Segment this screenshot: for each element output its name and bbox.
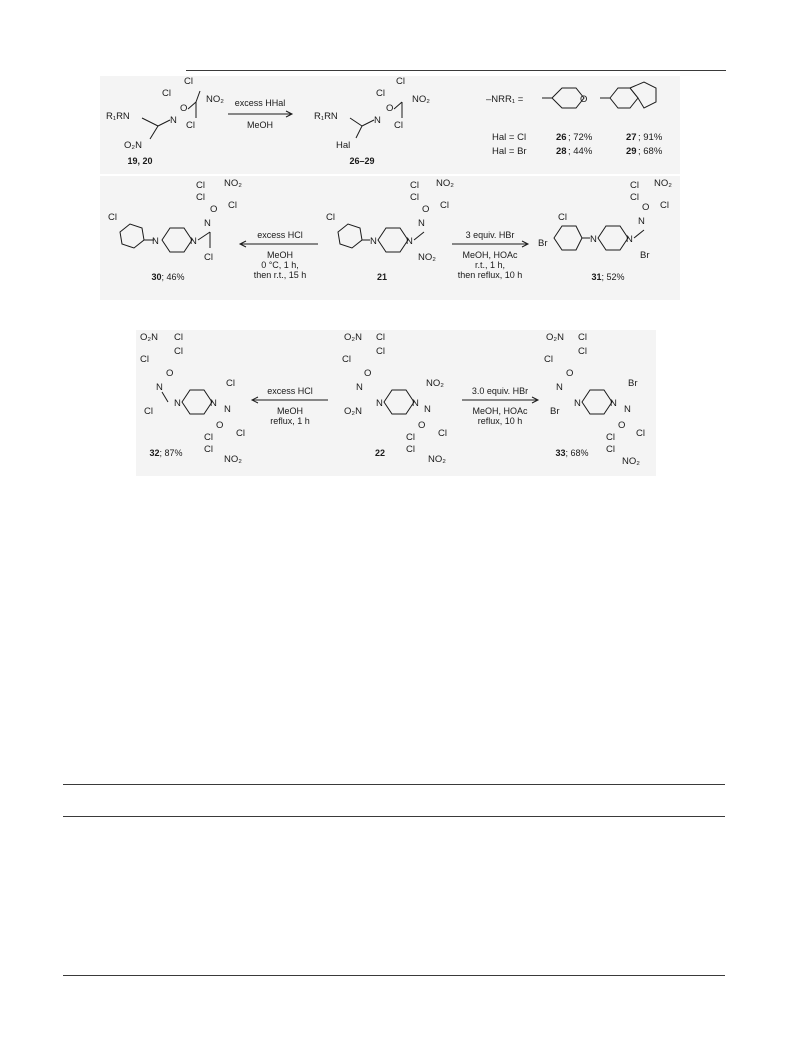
svg-text:3.0 equiv. HBr: 3.0 equiv. HBr bbox=[471, 386, 529, 396]
svg-text:28: 28 bbox=[556, 146, 567, 157]
nrr-definitions bbox=[486, 82, 663, 157]
svg-text:Cl: Cl bbox=[660, 200, 669, 211]
svg-text:excess HHal: excess HHal bbox=[234, 98, 286, 108]
svg-text:then reflux, 10 h: then reflux, 10 h bbox=[457, 270, 523, 280]
svg-text:N: N bbox=[424, 404, 431, 415]
o2n-label: O₂N bbox=[124, 140, 142, 151]
svg-text:O: O bbox=[618, 420, 626, 431]
svg-text:O₂N: O₂N bbox=[344, 332, 362, 343]
svg-text:33; 68%: 33; 68% bbox=[555, 448, 589, 458]
svg-text:Cl: Cl bbox=[406, 444, 415, 455]
compound-26-29 bbox=[314, 76, 430, 166]
svg-text:NO₂: NO₂ bbox=[206, 94, 224, 105]
scheme-panel-3 bbox=[136, 330, 656, 476]
compound-32 bbox=[140, 332, 245, 465]
svg-text:O₂N: O₂N bbox=[140, 332, 158, 343]
svg-text:Cl: Cl bbox=[236, 428, 245, 439]
svg-text:Cl: Cl bbox=[196, 192, 205, 203]
svg-text:Cl: Cl bbox=[174, 346, 183, 357]
svg-text:N: N bbox=[556, 382, 563, 393]
svg-text:MeOH, HOAc: MeOH, HOAc bbox=[462, 250, 518, 260]
svg-text:Cl: Cl bbox=[186, 120, 195, 131]
svg-text:r.t., 1 h,: r.t., 1 h, bbox=[474, 260, 506, 270]
svg-text:Br: Br bbox=[628, 378, 638, 389]
svg-text:Br: Br bbox=[538, 238, 548, 249]
svg-text:Cl: Cl bbox=[578, 346, 587, 357]
svg-text:reflux, 10 h: reflux, 10 h bbox=[477, 416, 523, 426]
svg-text:Cl: Cl bbox=[228, 200, 237, 211]
svg-text:32; 87%: 32; 87% bbox=[149, 448, 183, 458]
svg-text:NO₂: NO₂ bbox=[412, 94, 430, 105]
svg-text:Br: Br bbox=[550, 406, 560, 417]
svg-text:NO₂: NO₂ bbox=[428, 454, 446, 465]
svg-text:Cl: Cl bbox=[376, 332, 385, 343]
svg-text:then r.t., 15 h: then r.t., 15 h bbox=[253, 270, 307, 280]
compound-31 bbox=[538, 178, 672, 282]
svg-text:; 91%: ; 91% bbox=[638, 132, 663, 143]
svg-text:O₂N: O₂N bbox=[344, 406, 362, 417]
svg-text:Cl: Cl bbox=[162, 88, 171, 99]
svg-text:22: 22 bbox=[374, 448, 386, 458]
svg-text:O: O bbox=[364, 368, 372, 379]
svg-text:Cl: Cl bbox=[204, 252, 213, 263]
svg-text:excess HCl: excess HCl bbox=[257, 230, 303, 240]
arrow-reaction-2-right bbox=[452, 230, 528, 280]
svg-text:O: O bbox=[418, 420, 426, 431]
svg-text:27: 27 bbox=[626, 132, 637, 143]
svg-text:MeOH: MeOH bbox=[246, 120, 274, 130]
svg-text:; 72%: ; 72% bbox=[568, 132, 593, 143]
svg-text:reflux, 1 h: reflux, 1 h bbox=[270, 416, 310, 426]
svg-text:Cl: Cl bbox=[196, 180, 205, 191]
svg-text:Cl: Cl bbox=[636, 428, 645, 439]
svg-text:Cl: Cl bbox=[606, 432, 615, 443]
arrow-reaction-1 bbox=[228, 98, 292, 130]
svg-text:N: N bbox=[204, 218, 211, 229]
svg-text:Cl: Cl bbox=[144, 406, 153, 417]
svg-text:N: N bbox=[356, 382, 363, 393]
svg-text:Cl: Cl bbox=[558, 212, 567, 223]
svg-text:O: O bbox=[580, 94, 588, 105]
svg-text:Cl: Cl bbox=[630, 192, 639, 203]
svg-text:O: O bbox=[422, 204, 430, 215]
svg-text:Cl: Cl bbox=[578, 332, 587, 343]
svg-text:N: N bbox=[174, 398, 181, 409]
svg-text:0 °C, 1 h,: 0 °C, 1 h, bbox=[261, 260, 299, 270]
svg-text:R₁RN: R₁RN bbox=[314, 111, 338, 122]
label-19-20: 19, 20 bbox=[127, 156, 153, 166]
svg-text:; 68%: ; 68% bbox=[638, 146, 663, 157]
svg-text:Cl: Cl bbox=[342, 354, 351, 365]
svg-text:MeOH: MeOH bbox=[276, 406, 304, 416]
svg-text:30; 46%: 30; 46% bbox=[151, 272, 185, 282]
svg-text:–NRR₁ =: –NRR₁ = bbox=[486, 94, 524, 105]
svg-text:N: N bbox=[224, 404, 231, 415]
svg-text:26: 26 bbox=[556, 132, 567, 143]
svg-text:Cl: Cl bbox=[394, 120, 403, 131]
svg-text:Cl: Cl bbox=[108, 212, 117, 223]
scheme-panel-1 bbox=[100, 76, 680, 174]
svg-text:Cl: Cl bbox=[326, 212, 335, 223]
svg-text:NO₂: NO₂ bbox=[622, 456, 640, 467]
svg-text:Hal = Br: Hal = Br bbox=[492, 146, 527, 157]
svg-text:Cl: Cl bbox=[410, 180, 419, 191]
svg-text:29: 29 bbox=[626, 146, 637, 157]
svg-text:O: O bbox=[642, 202, 650, 213]
svg-text:excess HCl: excess HCl bbox=[267, 386, 313, 396]
svg-text:Cl: Cl bbox=[438, 428, 447, 439]
svg-text:NO₂: NO₂ bbox=[654, 178, 672, 189]
svg-text:Cl: Cl bbox=[410, 192, 419, 203]
svg-text:N: N bbox=[412, 398, 419, 409]
svg-text:N: N bbox=[156, 382, 163, 393]
svg-text:O: O bbox=[166, 368, 174, 379]
compound-21 bbox=[326, 178, 454, 282]
table-top-rule bbox=[63, 784, 725, 785]
compound-22 bbox=[342, 332, 447, 465]
svg-text:21: 21 bbox=[376, 272, 388, 282]
svg-text:N: N bbox=[418, 218, 425, 229]
svg-text:Cl: Cl bbox=[184, 76, 193, 87]
svg-text:Cl: Cl bbox=[204, 444, 213, 455]
svg-text:O: O bbox=[386, 103, 394, 114]
svg-text:Cl: Cl bbox=[174, 332, 183, 343]
svg-text:N: N bbox=[190, 236, 197, 247]
svg-text:NO₂: NO₂ bbox=[426, 378, 444, 389]
arrow-reaction-2-left bbox=[240, 230, 318, 280]
svg-text:N: N bbox=[626, 234, 633, 245]
svg-text:MeOH: MeOH bbox=[266, 250, 294, 260]
svg-text:N: N bbox=[590, 234, 597, 245]
header-rule bbox=[186, 70, 726, 71]
svg-text:O: O bbox=[566, 368, 574, 379]
svg-text:Br: Br bbox=[640, 250, 650, 261]
r1rn-label: R₁RN bbox=[106, 111, 130, 122]
svg-text:N: N bbox=[152, 236, 159, 247]
svg-text:N: N bbox=[374, 115, 381, 126]
svg-text:3 equiv. HBr: 3 equiv. HBr bbox=[465, 230, 515, 240]
label-26-29: 26–29 bbox=[349, 156, 375, 166]
svg-text:Cl: Cl bbox=[406, 432, 415, 443]
svg-text:O: O bbox=[180, 103, 188, 114]
svg-text:O₂N: O₂N bbox=[546, 332, 564, 343]
svg-text:N: N bbox=[170, 115, 177, 126]
svg-text:; 44%: ; 44% bbox=[568, 146, 593, 157]
svg-text:N: N bbox=[406, 236, 413, 247]
svg-text:Cl: Cl bbox=[376, 88, 385, 99]
svg-text:NO₂: NO₂ bbox=[224, 454, 242, 465]
svg-text:Cl: Cl bbox=[204, 432, 213, 443]
svg-text:N: N bbox=[574, 398, 581, 409]
scheme-panel-2 bbox=[100, 176, 680, 300]
svg-text:Cl: Cl bbox=[630, 180, 639, 191]
table-header-rule bbox=[63, 816, 725, 817]
compound-19-20 bbox=[106, 76, 224, 166]
svg-text:N: N bbox=[624, 404, 631, 415]
svg-text:Cl: Cl bbox=[140, 354, 149, 365]
svg-text:NO₂: NO₂ bbox=[418, 252, 436, 263]
arrow-reaction-3-left bbox=[252, 386, 328, 426]
svg-text:Cl: Cl bbox=[226, 378, 235, 389]
svg-text:N: N bbox=[370, 236, 377, 247]
svg-text:Cl: Cl bbox=[396, 76, 405, 87]
svg-text:N: N bbox=[376, 398, 383, 409]
svg-text:Cl: Cl bbox=[376, 346, 385, 357]
svg-text:Hal = Cl: Hal = Cl bbox=[492, 132, 527, 143]
svg-text:Cl: Cl bbox=[544, 354, 553, 365]
svg-text:N: N bbox=[638, 216, 645, 227]
table-bottom-rule bbox=[63, 975, 725, 976]
svg-text:O: O bbox=[210, 204, 218, 215]
hal-label: Hal bbox=[336, 140, 351, 151]
compound-30 bbox=[108, 178, 242, 282]
svg-text:N: N bbox=[210, 398, 217, 409]
svg-text:31; 52%: 31; 52% bbox=[591, 272, 625, 282]
svg-text:Cl: Cl bbox=[440, 200, 449, 211]
svg-text:NO₂: NO₂ bbox=[436, 178, 454, 189]
svg-text:NO₂: NO₂ bbox=[224, 178, 242, 189]
compound-33 bbox=[544, 332, 645, 467]
svg-text:O: O bbox=[216, 420, 224, 431]
svg-text:Cl: Cl bbox=[606, 444, 615, 455]
arrow-reaction-3-right bbox=[462, 386, 538, 426]
svg-text:N: N bbox=[610, 398, 617, 409]
svg-text:MeOH, HOAc: MeOH, HOAc bbox=[472, 406, 528, 416]
